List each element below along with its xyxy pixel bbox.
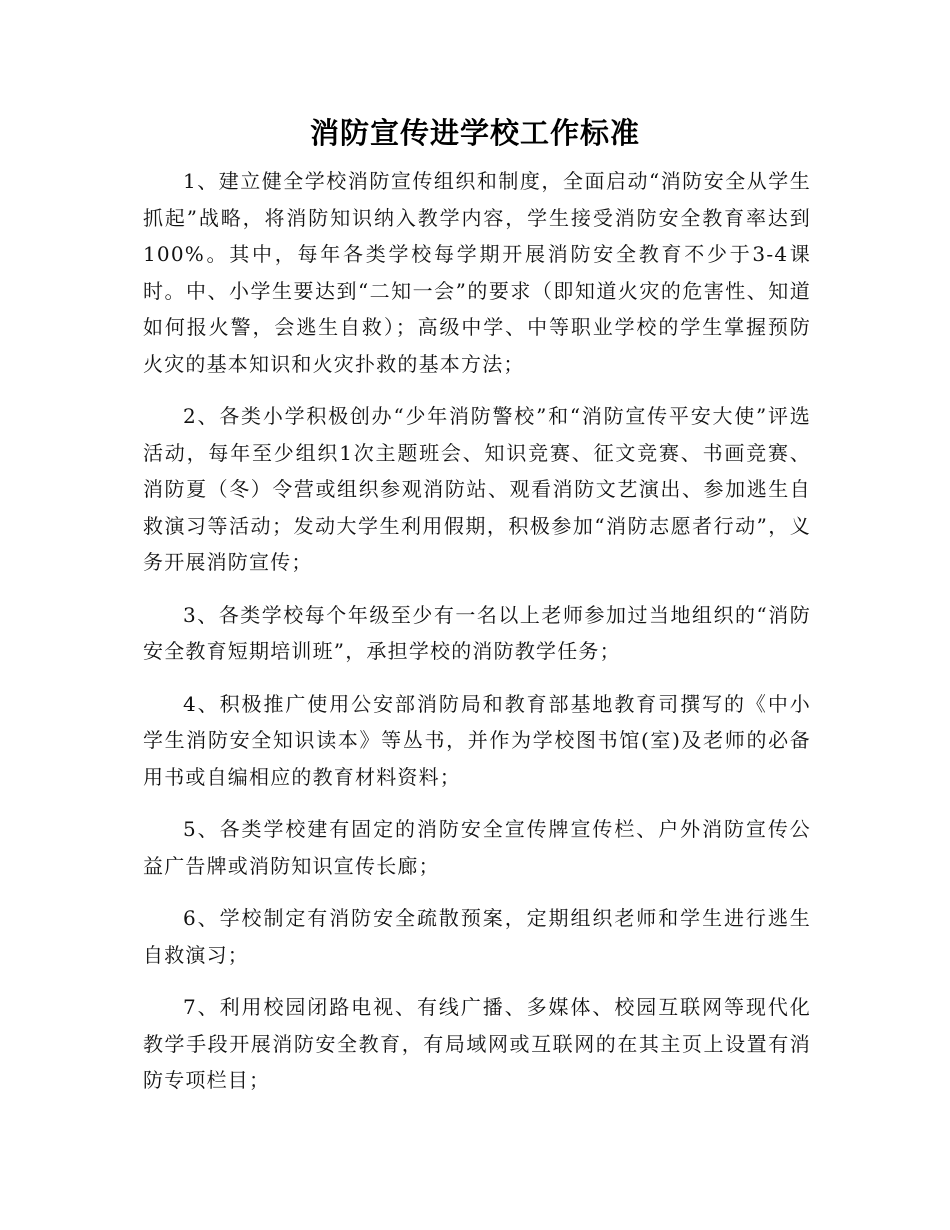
- paragraph-3: 3、各类学校每个年级至少有一名以上老师参加过当地组织的“消防安全教育短期培训班”，承担学校的消防教学任务；: [143, 602, 811, 663]
- paragraph-5: 5、各类学校建有固定的消防安全宣传牌宣传栏、户外消防宣传公益广告牌或消防知识宣传长廊；: [143, 817, 811, 878]
- document-title: 消防宣传进学校工作标准: [309, 116, 640, 150]
- document-body: [143, 163, 811, 1115]
- paragraph-6: 6、学校制定有消防安全疏散预案，定期组织老师和学生进行逃生自救演习；: [143, 906, 811, 967]
- paragraph-4: 4、积极推广使用公安部消防局和教育部基地教育司撰写的《中小学生消防安全知识读本》等丛书，并作为学校图书馆(室)及老师的必备用书或自编相应的教育材料资料；: [143, 691, 811, 789]
- paragraph-1: 1、建立健全学校消防宣传组织和制度，全面启动“消防安全从学生抓起”战略，将消防知识纳入教学内容，学生接受消防安全教育率达到100%。其中，每年各类学校每学期开展消防安全教育不少于3-4课时。中、小学生要达到“二知一会”的要求（即知道火灾的危害性、知道如何报火警，会逃生自救）；高级中学、中等职业学校的学生掌握预防火灾的基本知识和火灾扑救的基本方法；: [143, 169, 811, 376]
- paragraph-2: 2、各类小学积极创办“少年消防警校”和“消防宣传平安大使”评选活动，每年至少组织1次主题班会、知识竞赛、征文竞赛、书画竞赛、消防夏（冬）令营或组织参观消防站、观看消防文艺演出、参加逃生自救演习等活动；发动大学生利用假期，积极参加“消防志愿者行动”，义务开展消防宣传；: [143, 404, 811, 574]
- paragraph-7: 7、利用校园闭路电视、有线广播、多媒体、校园互联网等现代化教学手段开展消防安全教育，有局域网或互联网的在其主页上设置有消防专项栏目；: [143, 995, 811, 1092]
